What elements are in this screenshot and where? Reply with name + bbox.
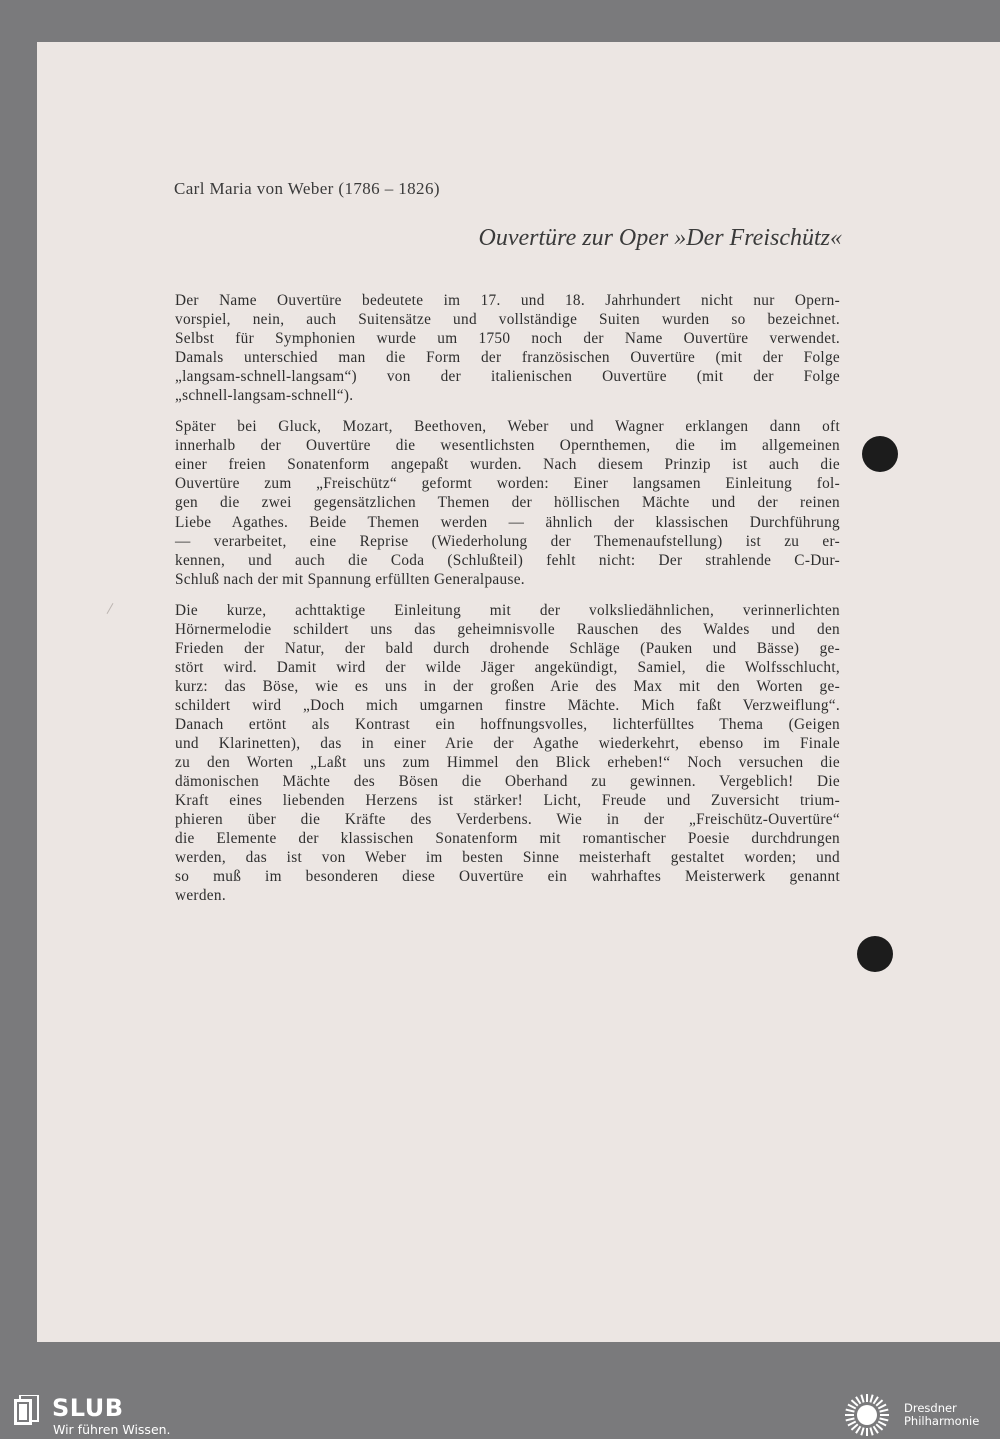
text-line: Danach ertönt als Kontrast ein hoffnungsvolles, lichterfülltes Thema (Geigen bbox=[175, 715, 840, 733]
paragraph bbox=[175, 417, 840, 588]
text-line: Selbst für Symphonien wurde um 1750 noch der Name Ouvertüre verwendet. bbox=[175, 330, 840, 348]
text-line: gen die zwei gegensätzlichen Themen der höllischen Mächte und der reinen bbox=[175, 494, 840, 512]
text-line: werden, das ist von Weber im besten Sinne meisterhaft gestaltet worden; und bbox=[175, 849, 840, 867]
text-line: „schnell-langsam-schnell“). bbox=[175, 387, 354, 405]
paper-mark bbox=[107, 603, 114, 614]
text-line: so muß im besonderen diese Ouvertüre ein wahrhaftes Meisterwerk genannt bbox=[175, 868, 840, 886]
partner-name-line1: Dresdner bbox=[904, 1401, 957, 1415]
text-line: schildert wird „Doch mich umgarnen finstre Mächte. Mich faßt Verzweiflung“. bbox=[175, 696, 840, 714]
text-line: dämonischen Mächte des Bösen die Oberhand zu gewinnen. Vergeblich! Die bbox=[175, 773, 840, 791]
text-line: — verarbeitet, eine Reprise (Wiederholung der Themenaufstellung) ist zu er- bbox=[175, 532, 840, 550]
text-line: innerhalb der Ouvertüre die wesentlichsten Opernthemen, die im allgemeinen bbox=[175, 437, 840, 455]
footer-bar bbox=[0, 1389, 1000, 1439]
document-page bbox=[37, 42, 1000, 1342]
text-line: Später bei Gluck, Mozart, Beethoven, Weber und Wagner erklangen dann oft bbox=[175, 418, 840, 436]
text-line: vorspiel, nein, auch Suitensätze und vollständige Suiten wurden so bezeichnet. bbox=[175, 311, 840, 329]
text-line: Der Name Ouvertüre bedeutete im 17. und 18. Jahrhundert nicht nur Opern- bbox=[175, 292, 840, 309]
text-line: die Elemente der klassischen Sonatenform mit romantischer Poesie durchdrungen bbox=[175, 830, 840, 848]
text-line: Damals unterschied man die Form der französischen Ouvertüre (mit der Folge bbox=[175, 349, 840, 367]
composer-line: Carl Maria von Weber (1786 – 1826) bbox=[174, 179, 440, 198]
text-line: „langsam-schnell-langsam“) von der italienischen Ouvertüre (mit der Folge bbox=[175, 368, 840, 386]
partner-name-line2: Philharmonie bbox=[904, 1414, 980, 1428]
text-line: kurz: das Böse, wie es uns in der großen Arie des Max mit den Worten ge- bbox=[175, 677, 840, 695]
text-line: werden. bbox=[175, 887, 226, 905]
text-line: und Klarinetten), das in einer Arie der Agathe wiederkehrt, ebenso im Finale bbox=[175, 735, 840, 753]
text-line: Hörnermelodie schildert uns das geheimnisvolle Rauschen des Waldes und den bbox=[175, 620, 840, 638]
text-line: Kraft eines liebenden Herzens ist stärker! Licht, Freude und Zuversicht trium- bbox=[175, 792, 840, 810]
text-line: Die kurze, achttaktige Einleitung mit der volksliedähnlichen, verinnerlichten bbox=[175, 601, 840, 619]
punch-hole bbox=[862, 436, 898, 472]
slub-logo-icon[interactable] bbox=[14, 1395, 40, 1429]
text-line: einer freien Sonatenform angepaßt wurden. Nach diesem Prinzip ist auch die bbox=[175, 456, 840, 474]
paragraph bbox=[175, 291, 840, 405]
slub-name[interactable]: SLUB bbox=[52, 1394, 124, 1422]
text-line: kennen, und auch die Coda (Schlußteil) fehlt nicht: Der strahlende C-Dur- bbox=[175, 551, 840, 569]
text-line: stört wird. Damit wird der wilde Jäger angekündigt, Samiel, die Wolfsschlucht, bbox=[175, 658, 840, 676]
text-line: zu den Worten „Laßt uns zum Himmel den Blick erheben!“ Noch versuchen die bbox=[175, 754, 840, 772]
partner-name bbox=[904, 1402, 979, 1428]
slub-tagline: Wir führen Wissen. bbox=[53, 1422, 171, 1437]
paragraph bbox=[175, 601, 840, 906]
text-line: Liebe Agathes. Beide Themen werden — ähnlich der klassischen Durchführung bbox=[175, 513, 840, 531]
text-line: phieren über die Kräfte des Verderbens. Wie in der „Freischütz-Ouvertüre“ bbox=[175, 811, 840, 829]
text-line: Ouvertüre zum „Freischütz“ geformt worden: Einer langsamen Einleitung fol- bbox=[175, 475, 840, 493]
body-text bbox=[175, 291, 840, 917]
text-line: Schluß nach der mit Spannung erfüllten Generalpause. bbox=[175, 570, 525, 588]
page-title: Ouvertüre zur Oper »Der Freischütz« bbox=[478, 225, 842, 251]
punch-hole bbox=[857, 936, 893, 972]
philharmonie-logo-icon[interactable] bbox=[843, 1392, 891, 1438]
text-line: Frieden der Natur, der bald durch drohende Schläge (Pauken und Bässe) ge- bbox=[175, 639, 840, 657]
